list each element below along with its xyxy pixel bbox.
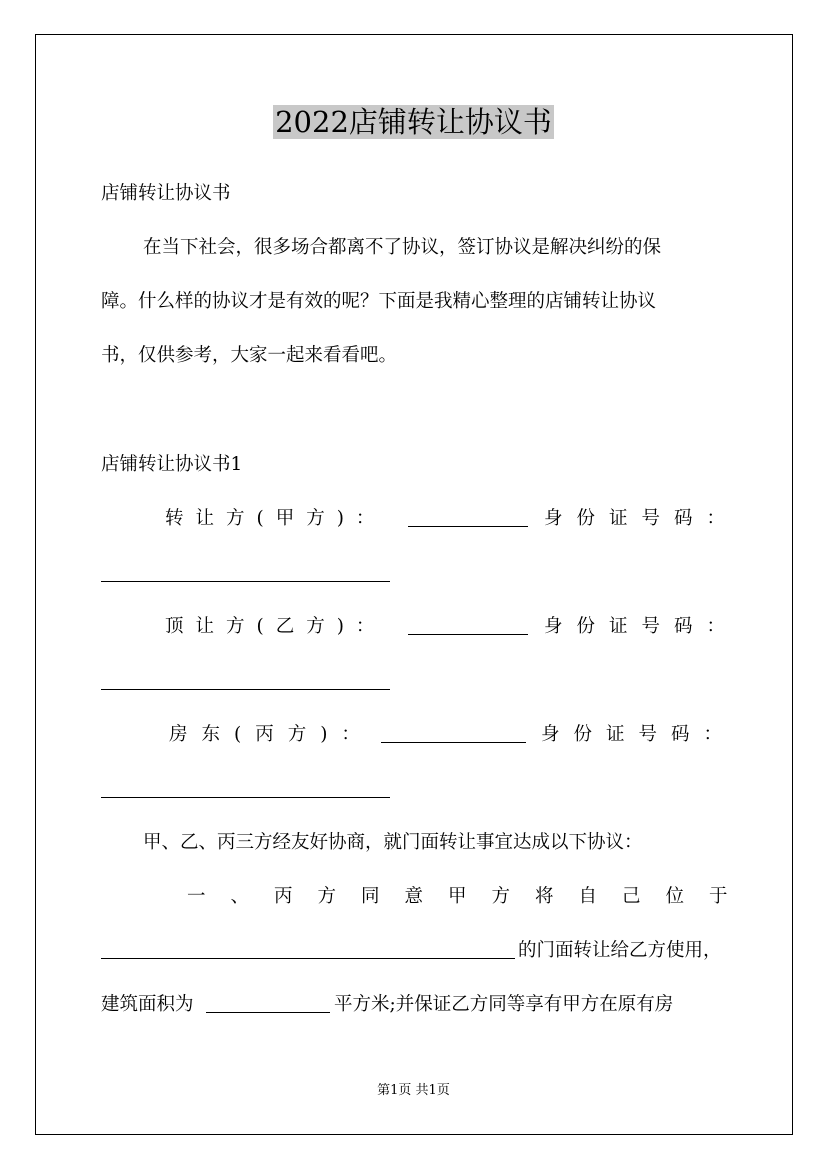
clause-1-line-3-tail: 平方米;并保证乙方同等享有甲方在原有房 bbox=[334, 994, 674, 1015]
transferor-id-blank[interactable] bbox=[101, 563, 390, 582]
clause-1-line-1: 一、丙方同意甲方将自己位于 bbox=[187, 886, 753, 907]
clause-1-line-3-head: 建筑面积为 bbox=[101, 994, 194, 1015]
transferor-id-label: 身份证号码： bbox=[544, 508, 740, 529]
landlord-name-blank[interactable] bbox=[381, 724, 526, 743]
clause-1-line-2: 的门面转让给乙方使用， bbox=[518, 940, 722, 961]
landlord-id-label: 身份证号码： bbox=[541, 724, 737, 745]
page-footer: 第1页 共1页 bbox=[377, 1083, 450, 1098]
intro-line-2: 障。什么样的协议才是有效的呢？下面是我精心整理的店铺转让协议 bbox=[101, 291, 657, 312]
section-heading: 店铺转让协议书1 bbox=[101, 454, 243, 475]
landlord-label: 房东(丙方)： bbox=[169, 724, 374, 745]
transferor-label bbox=[165, 506, 387, 532]
assignee-id-blank[interactable] bbox=[101, 671, 390, 690]
intro-line-1: 在当下社会，很多场合都离不了协议，签订协议是解决纠纷的保 bbox=[143, 237, 662, 258]
agreement-intro: 甲、乙、丙三方经友好协商，就门面转让事宜达成以下协议： bbox=[143, 832, 643, 853]
document-subtitle: 店铺转让协议书 bbox=[101, 183, 231, 204]
transferor-name-blank[interactable] bbox=[408, 508, 528, 527]
landlord-id-blank[interactable] bbox=[101, 779, 390, 798]
document-title: 2022店铺转让协议书 bbox=[275, 105, 552, 139]
assignee-label: 顶让方(乙方)： bbox=[165, 616, 387, 637]
transferor-label-text: 转让方(甲方)： bbox=[165, 508, 387, 529]
clause-1-location-blank[interactable] bbox=[101, 940, 515, 959]
assignee-name-blank[interactable] bbox=[408, 616, 528, 635]
clause-1-area-blank[interactable] bbox=[206, 994, 330, 1013]
assignee-id-label: 身份证号码： bbox=[544, 616, 740, 637]
intro-line-3: 书，仅供参考，大家一起来看看吧。 bbox=[101, 345, 398, 366]
